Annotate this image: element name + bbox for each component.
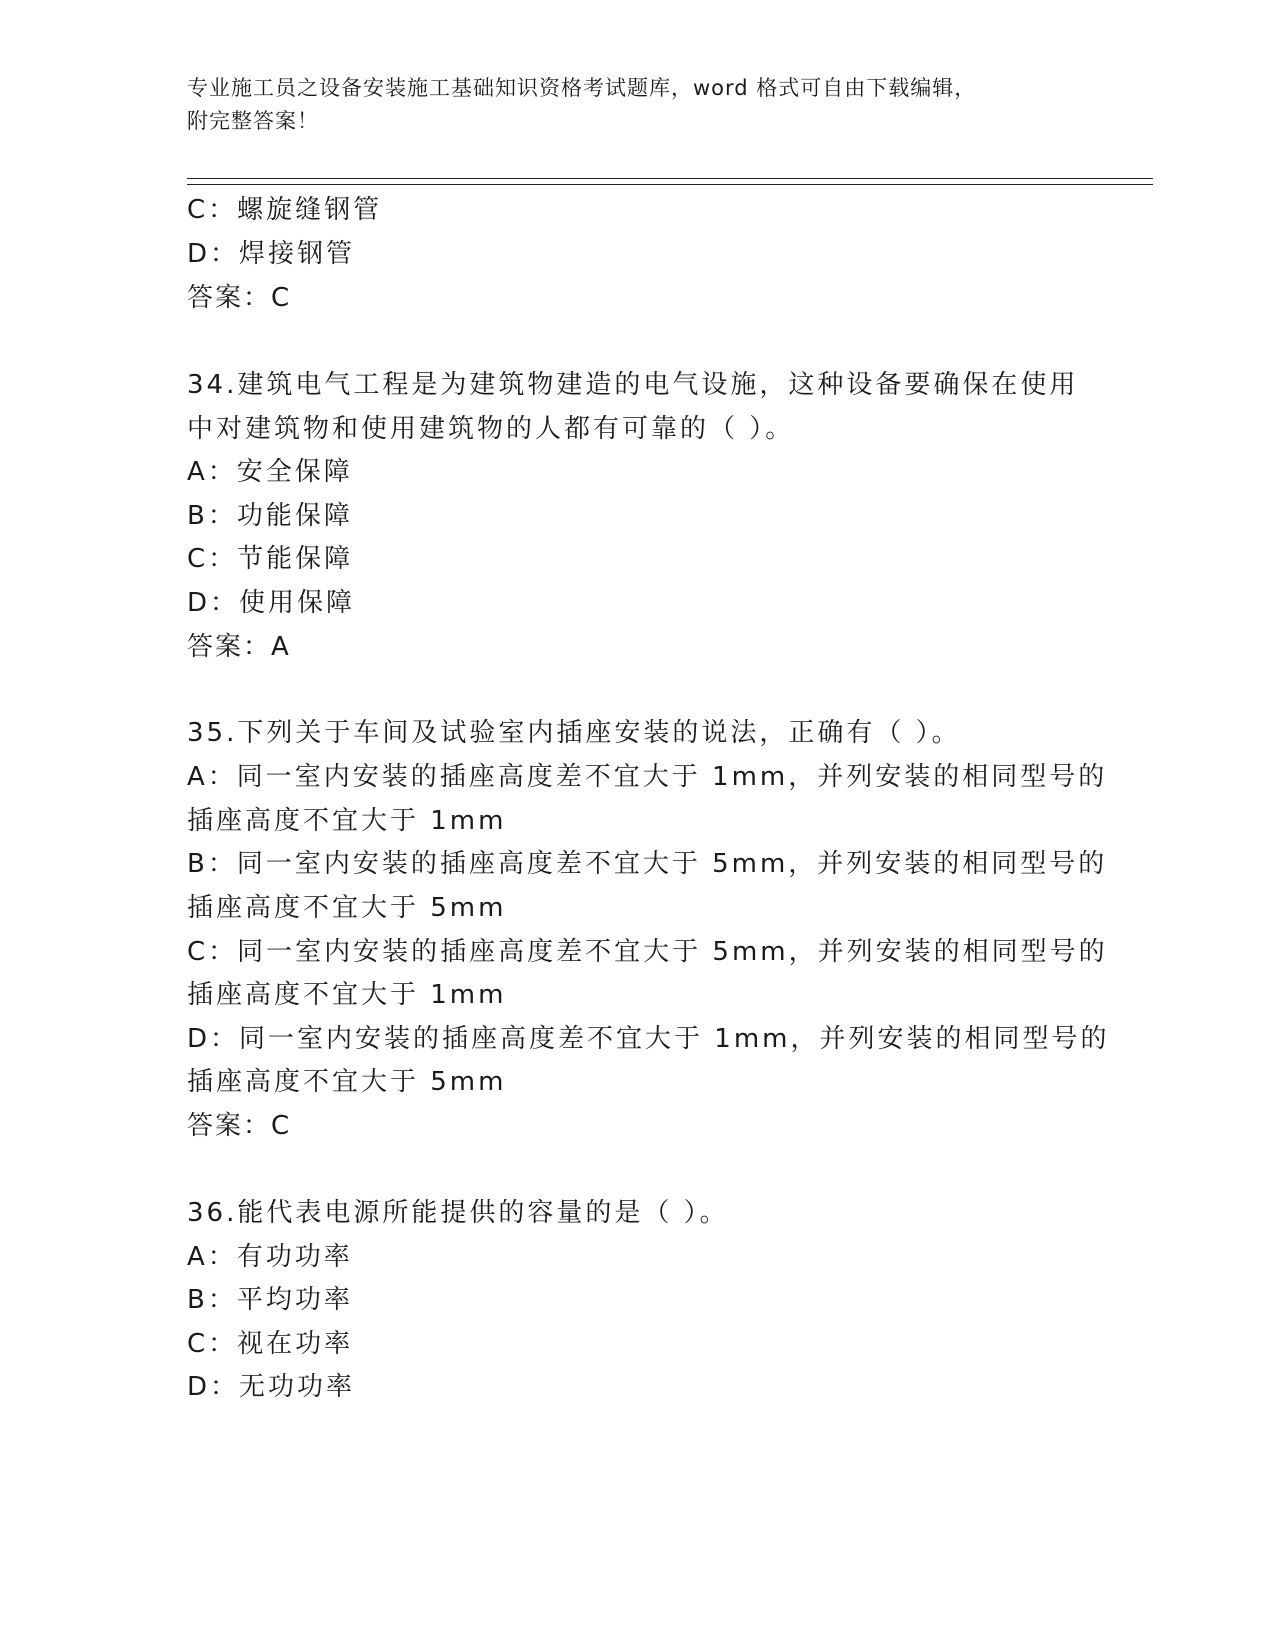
q36-option-c: C：视在功率 [187,1329,354,1359]
header-line-2: 附完整答案！ [187,109,319,133]
document-header [187,72,1087,138]
q33-answer: 答案：C [187,283,292,313]
q33-option-c: C：螺旋缝钢管 [187,195,383,225]
q35-option-c-line-2: 插座高度不宜大于 1mm [187,980,507,1010]
header-divider-bottom [187,184,1153,185]
q34-option-c: C：节能保障 [187,544,354,574]
q35-option-a-line-1: A：同一室内安装的插座高度差不宜大于 1mm，并列安装的相同型号的 [187,762,1108,792]
q35-option-d-line-2: 插座高度不宜大于 5mm [187,1067,507,1097]
q35-option-b-line-1: B：同一室内安装的插座高度差不宜大于 5mm，并列安装的相同型号的 [187,849,1108,879]
q34-option-b: B：功能保障 [187,501,353,531]
q34-answer: 答案：A [187,632,291,662]
q35-option-c-line-1: C：同一室内安装的插座高度差不宜大于 5mm，并列安装的相同型号的 [187,937,1108,967]
q34-stem-line-1: 34.建筑电气工程是为建筑物建造的电气设施，这种设备要确保在使用 [187,370,1079,400]
q35-stem: 35.下列关于车间及试验室内插座安装的说法，正确有（ ）。 [187,718,961,748]
q36-option-b: B：平均功率 [187,1285,353,1315]
q36-option-d: D：无功功率 [187,1372,356,1402]
q33-option-d: D：焊接钢管 [187,239,356,269]
header-line-1: 专业施工员之设备安装施工基础知识资格考试题库，word 格式可自由下载编辑， [187,76,977,100]
q34-option-d: D：使用保障 [187,588,356,618]
q35-option-d-line-1: D：同一室内安装的插座高度差不宜大于 1mm，并列安装的相同型号的 [187,1024,1110,1054]
q36-option-a: A：有功功率 [187,1242,353,1272]
header-divider-top [187,178,1153,179]
q34-option-a: A：安全保障 [187,457,353,487]
q35-option-a-line-2: 插座高度不宜大于 1mm [187,806,507,836]
q35-answer: 答案：C [187,1111,292,1141]
q35-option-b-line-2: 插座高度不宜大于 5mm [187,893,507,923]
q34-stem-line-2: 中对建筑物和使用建筑物的人都有可靠的（ ）。 [187,414,795,444]
q36-stem: 36.能代表电源所能提供的容量的是（ ）。 [187,1198,729,1228]
